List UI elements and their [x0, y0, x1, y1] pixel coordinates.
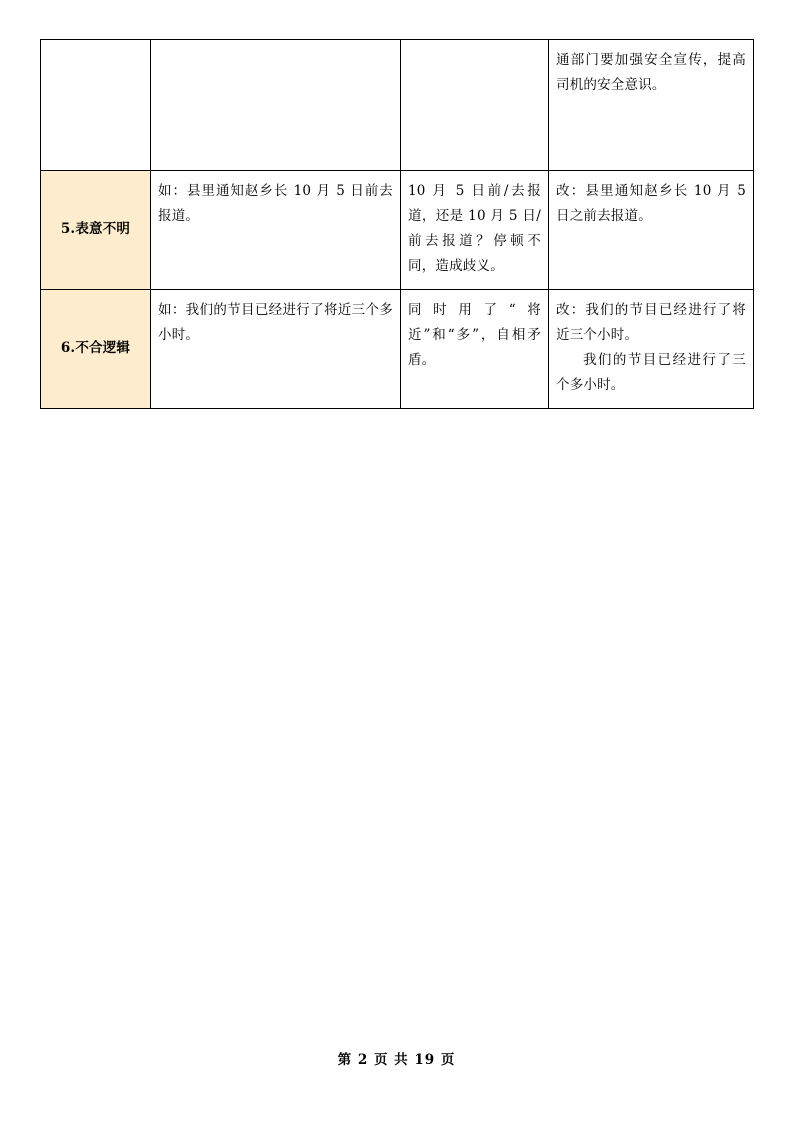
row-1-example: 如：县里通知赵乡长 10 月 5 日前去报道。: [158, 183, 393, 224]
row-1-analysis-cell: [401, 171, 549, 290]
table-row: [41, 289, 754, 408]
error-types-table: [40, 39, 754, 409]
row-1-analysis: 10 月 5 日前/去报道，还是 10 月 5 日/前去报道？停顿不同，造成歧义。: [408, 183, 541, 274]
row-1-example-cell: [151, 171, 401, 290]
table-row: [41, 40, 754, 171]
row-1-fix-cell: [549, 171, 754, 290]
row-2-analysis: 同时用了“将近”和“多”，自相矛盾。: [408, 301, 541, 368]
row-1-fix: 改：县里通知赵乡长 10 月 5 日之前去报道。: [556, 183, 751, 224]
table-row: [41, 171, 754, 290]
row-2-fix-cell: [549, 289, 754, 408]
row-2-example-cell: [151, 289, 401, 408]
row-1-label: 5.表意不明: [60, 221, 131, 238]
row-2-example: 如：我们的节目已经进行了将近三个多小时。: [158, 301, 393, 343]
row-2-analysis-cell: [401, 289, 549, 408]
row-2-fix: 改：我们的节目已经进行了将近三个小时。: [556, 301, 746, 343]
row-2-fix-extra: 我们的节目已经进行了三个多小时。: [556, 351, 746, 393]
row-0-label-cell: [41, 40, 151, 171]
row-2-label: 6.不合逻辑: [60, 340, 131, 357]
row-0-example-cell: [151, 40, 401, 171]
row-0-fix: 通部门要加强安全宣传，提高司机的安全意识。: [556, 52, 746, 93]
row-0-fix-cell: [549, 40, 754, 171]
page-footer: 第 2 页 共 19 页: [337, 1052, 456, 1068]
row-1-label-cell: [41, 171, 151, 290]
row-2-label-cell: [41, 289, 151, 408]
row-0-analysis-cell: [401, 40, 549, 171]
